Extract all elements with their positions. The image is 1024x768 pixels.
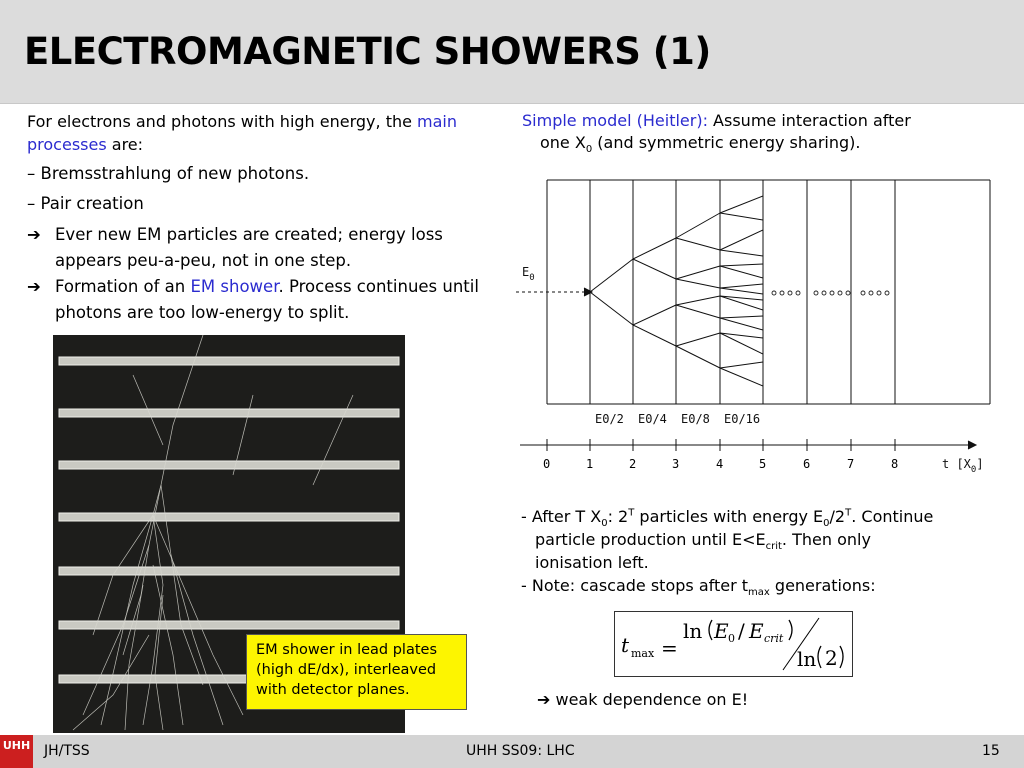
- arrow-point-2-prefix: Formation of an: [55, 277, 191, 296]
- energy-label-2: E0/4: [638, 412, 667, 426]
- arrow-right-icon: ➔: [27, 277, 41, 296]
- heitler-text-1: Assume interaction after: [707, 111, 911, 130]
- heitler-text-2a: one X: [540, 133, 586, 152]
- diagram-labels: [522, 265, 760, 426]
- tmax-formula: [614, 611, 853, 677]
- arrow-point-2: [27, 274, 507, 326]
- bullet-pair-creation: – Pair creation: [27, 194, 144, 213]
- label-e0: $E_0$: [522, 265, 535, 283]
- bullet-bremsstrahlung: – Bremsstrahlung of new photons.: [27, 164, 310, 183]
- formula-svg: [615, 612, 852, 676]
- intro-prefix: For electrons and photons with high energy, the: [27, 112, 418, 131]
- formula-equals: =: [661, 636, 678, 660]
- axis-ticks: [543, 439, 898, 471]
- arrow-point-2-suffix: . Process continues until photons are too low-energy to split.: [55, 277, 479, 322]
- arrow-point-1-text: Ever new EM particles are created; energy loss appears peu-a-peu, not in one step.: [55, 225, 443, 270]
- formula-max: max: [631, 647, 655, 660]
- note-line-1: - After T $X_0$: $2^T$ particles with energy $E_0/2^T$. Continue: [521, 507, 934, 530]
- left-text-block: [27, 110, 507, 326]
- arrow-right-icon: ➔: [537, 690, 551, 709]
- uhh-logo: [0, 735, 33, 768]
- slide-title: ELECTROMAGNETIC SHOWERS (1): [24, 30, 711, 73]
- formula-e-crit: E: [749, 619, 764, 643]
- title-bar: [0, 0, 1024, 104]
- notes-block: [521, 505, 1011, 597]
- axis-tick-label: 3: [672, 457, 680, 471]
- shower-tree: [516, 196, 763, 386]
- heitler-label: Simple model (Heitler):: [522, 111, 708, 130]
- formula-slash: /: [738, 619, 745, 643]
- note-line-2: particle production until $E<E_{crit}$. Then only: [535, 530, 871, 553]
- heitler-sub-0: 0: [585, 144, 593, 156]
- footer-course: UHH SS09: LHC: [466, 743, 575, 759]
- axis-tick-label: 2: [629, 457, 637, 471]
- weak-dependence-text: weak dependence on E!: [550, 690, 749, 709]
- uhh-logo-text: UHH: [2, 739, 31, 752]
- formula-crit: crit: [764, 632, 784, 645]
- heitler-line-2: [522, 132, 1002, 154]
- footer-author: JH/TSS: [44, 743, 90, 759]
- formula-t: t: [621, 633, 630, 657]
- axis-tick-label: 8: [891, 457, 899, 471]
- formula-e: E: [714, 619, 729, 643]
- axis-tick-label: 7: [847, 457, 855, 471]
- heitler-text-2b: (and symmetric energy sharing).: [592, 133, 861, 152]
- diagram-frame: [547, 180, 990, 404]
- note-line-4: - Note: cascade stops after $t_{max}$ generations:: [521, 576, 876, 599]
- weak-dependence-note: [537, 690, 748, 709]
- heitler-description: [522, 110, 1002, 154]
- photo-caption: EM shower in lead plates (high dE/dx), interleaved with detector planes.: [246, 634, 467, 710]
- axis-tick-label: 0: [543, 457, 551, 471]
- energy-label-4: E0/16: [724, 412, 761, 426]
- arrow-point-1: [27, 222, 507, 274]
- axis-tick-label: 6: [803, 457, 811, 471]
- axis-unit-label: t $[X_0]$: [942, 457, 984, 475]
- energy-label-3: E0/8: [681, 412, 710, 426]
- heitler-line-1: [522, 110, 1002, 132]
- formula-zero: 0: [728, 632, 735, 645]
- energy-label-1: E0/2: [595, 412, 624, 426]
- continuation-dots: [772, 291, 889, 295]
- axis-tick-label: 5: [759, 457, 767, 471]
- heitler-diagram: [510, 168, 1010, 490]
- t-axis: [520, 441, 976, 449]
- arrow-point-2-highlight: EM shower: [190, 277, 279, 296]
- formula-ln-1: ln: [683, 619, 703, 643]
- intro-paragraph: [27, 110, 507, 156]
- page-number: 15: [982, 743, 1000, 759]
- intro-suffix: are:: [106, 135, 144, 154]
- heitler-diagram-svg: [510, 168, 1010, 490]
- intro-highlight: main processes: [27, 112, 458, 154]
- footer-bar: [0, 735, 1024, 768]
- formula-two: 2: [825, 646, 838, 670]
- arrow-right-icon: ➔: [27, 225, 41, 244]
- note-line-3: ionisation left.: [535, 553, 649, 572]
- axis-tick-label: 4: [716, 457, 724, 471]
- formula-ln-2: ln: [797, 647, 817, 671]
- axis-tick-label: 1: [586, 457, 594, 471]
